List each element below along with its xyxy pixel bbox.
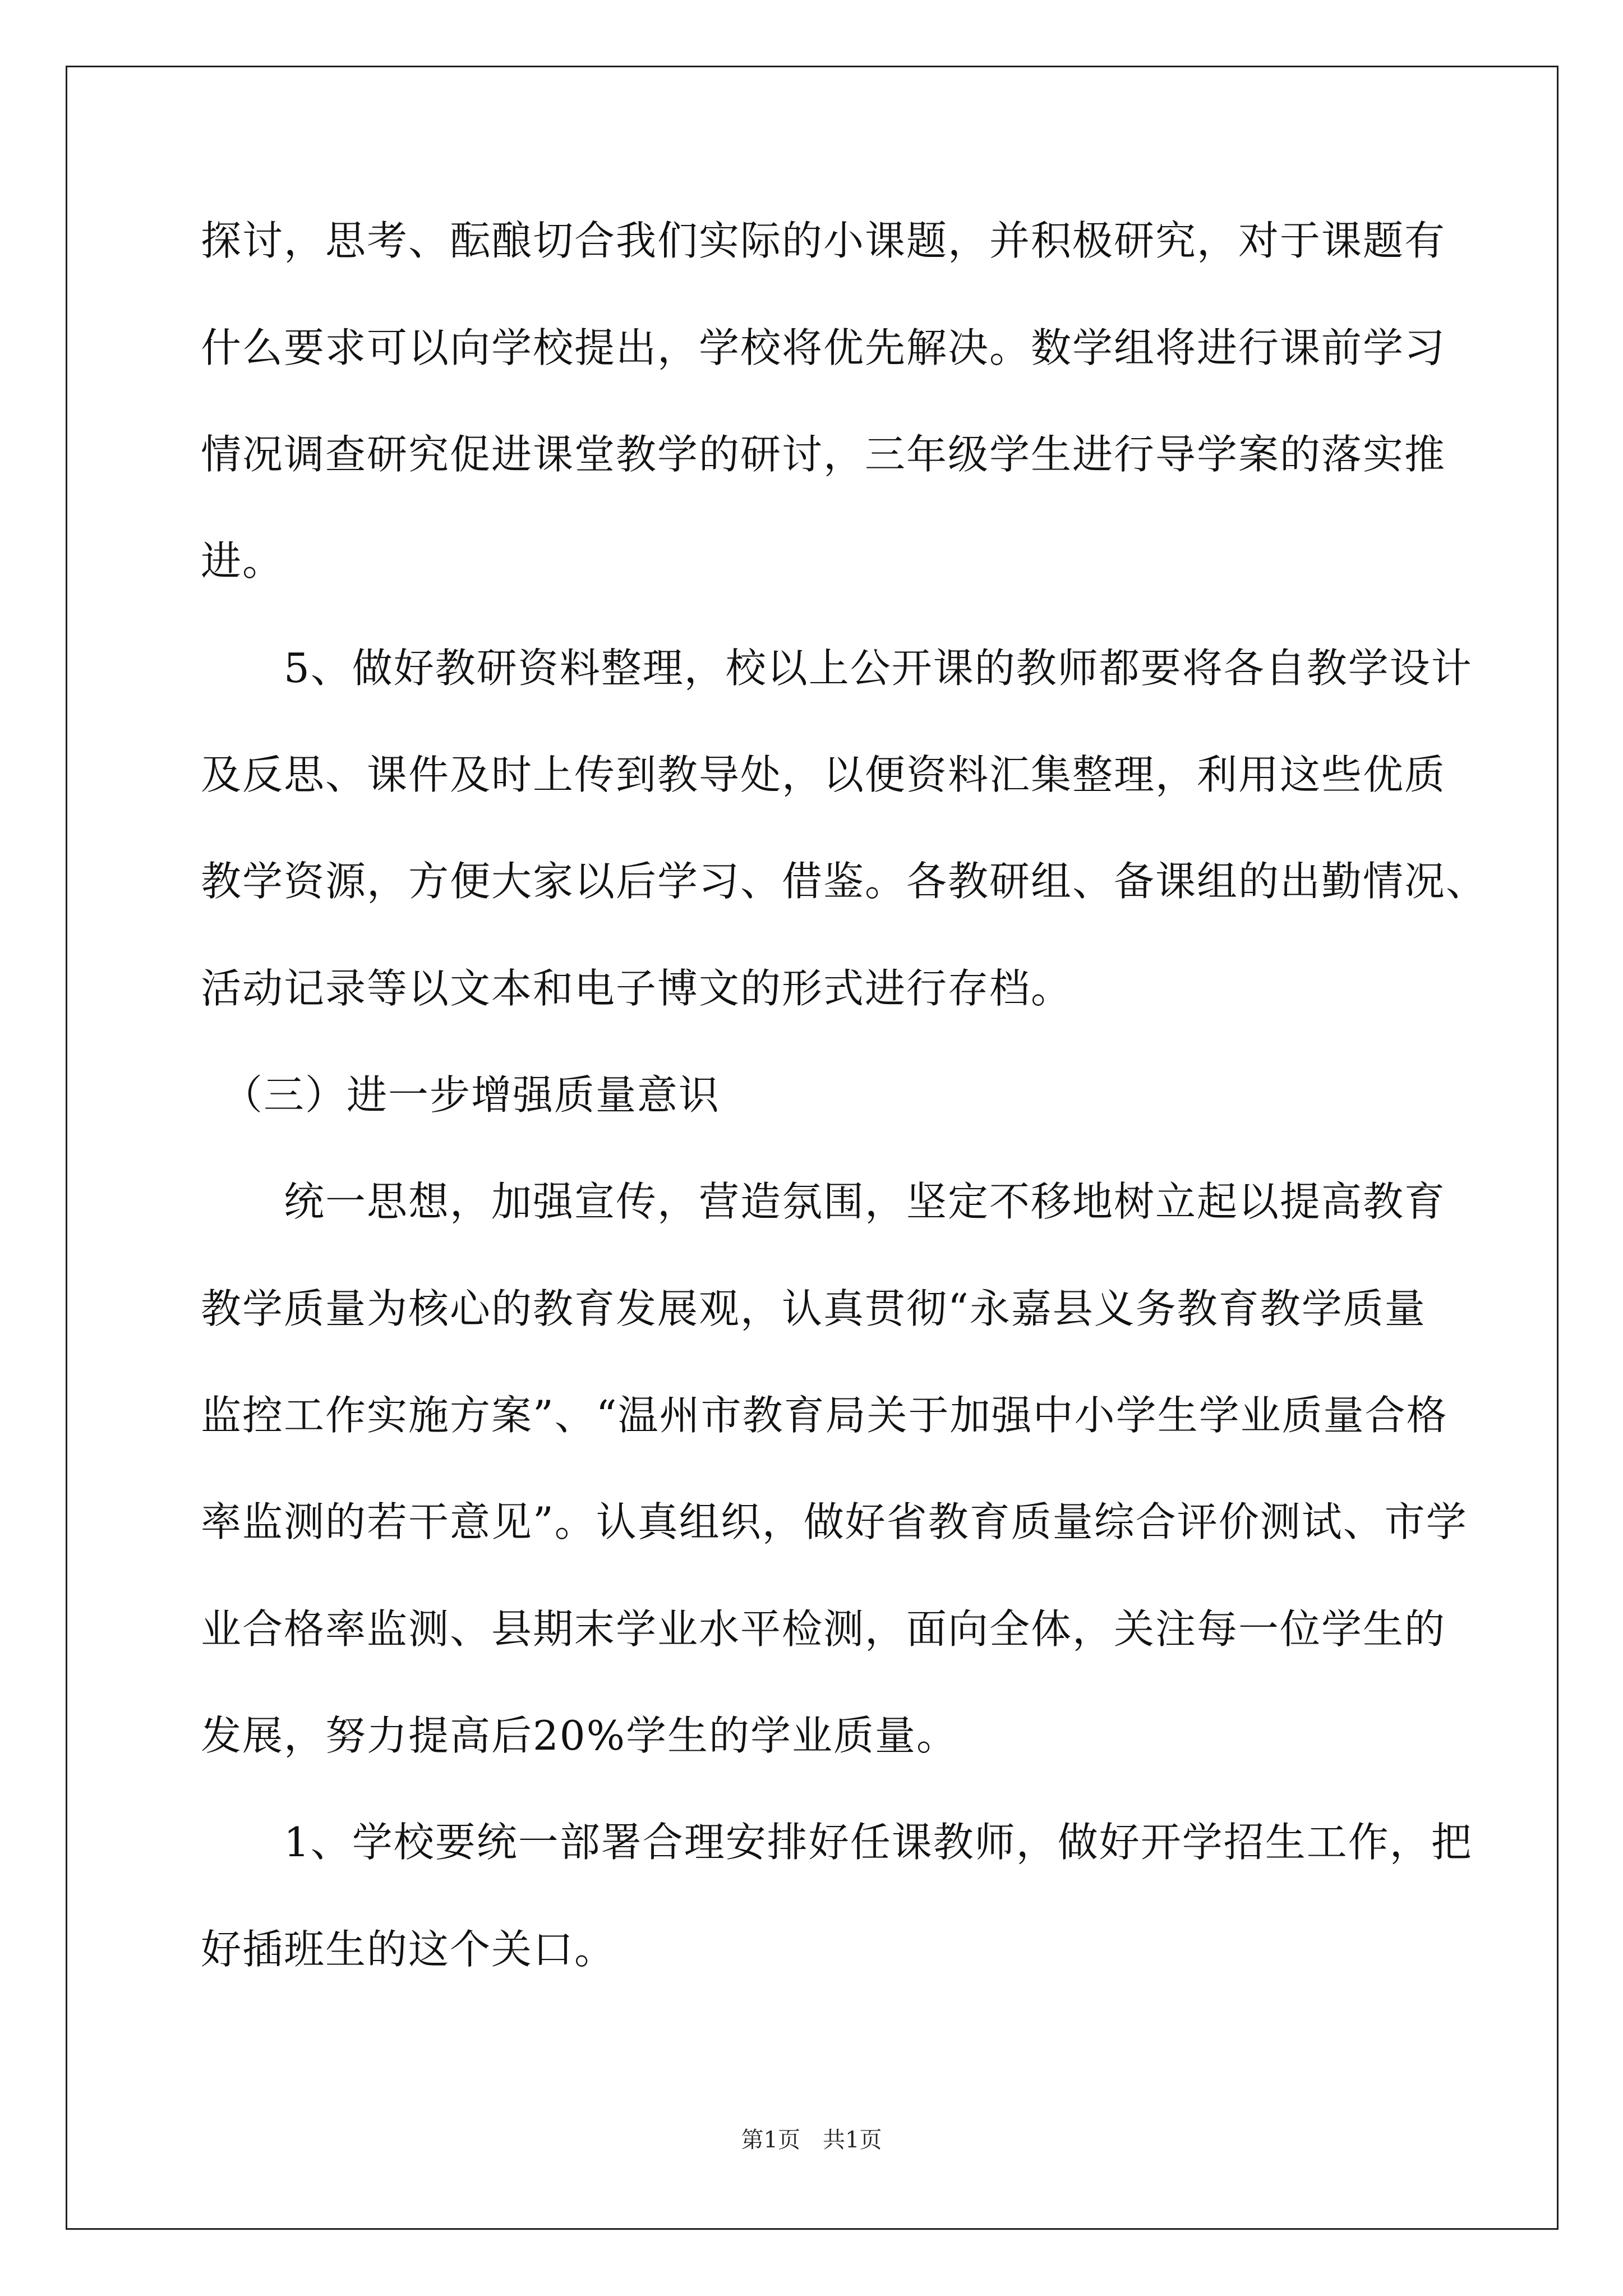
text-line: 统一思想，加强宣传，营造氛围，坚定不移地树立起以提高教育 [201,1178,1446,1225]
page-border [66,66,1559,2230]
text-line: 教学质量为核心的教育发展观，认真贯彻“永嘉县义务教育教学质量 [201,1285,1426,1332]
page-footer: 第1页 共1页 [741,2127,882,2153]
text-line: 1、学校要统一部署合理安排好任课教师，做好开学招生工作，把 [201,1819,1473,1866]
text-line: 探讨，思考、酝酿切合我们实际的小课题，并积极研究，对于课题有 [201,217,1446,264]
text-line: 及反思、课件及时上传到教导处，以便资料汇集整理，利用这些优质 [201,751,1446,798]
text-line: 5、做好教研资料整理，校以上公开课的教师都要将各自教学设计 [201,645,1473,692]
text-line: 业合格率监测、县期末学业水平检测，面向全体，关注每一位学生的 [201,1605,1446,1653]
text-line: 发展，努力提高后20%学生的学业质量。 [201,1712,958,1759]
text-line: 监控工作实施方案”、“温州市教育局关于加强中小学生学业质量合格 [201,1392,1448,1439]
text-line: 活动记录等以文本和电子博文的形式进行存档。 [201,965,1073,1012]
text-line: 好插班生的这个关口。 [201,1926,616,1973]
text-line: 教学资源，方便大家以后学习、借鉴。各教研组、备课组的出勤情况、 [201,858,1488,905]
text-line: 率监测的若干意见”。认真组织，做好省教育质量综合评价测试、市学 [201,1498,1468,1545]
text-line: 什么要求可以向学校提出，学校将优先解决。数学组将进行课前学习 [201,324,1446,371]
text-line: 情况调查研究促进课堂教学的研讨，三年级学生进行导学案的落实推 [201,431,1446,478]
text-line: 进。 [201,537,284,585]
section-heading: （三）进一步增强质量意识 [201,1071,721,1119]
